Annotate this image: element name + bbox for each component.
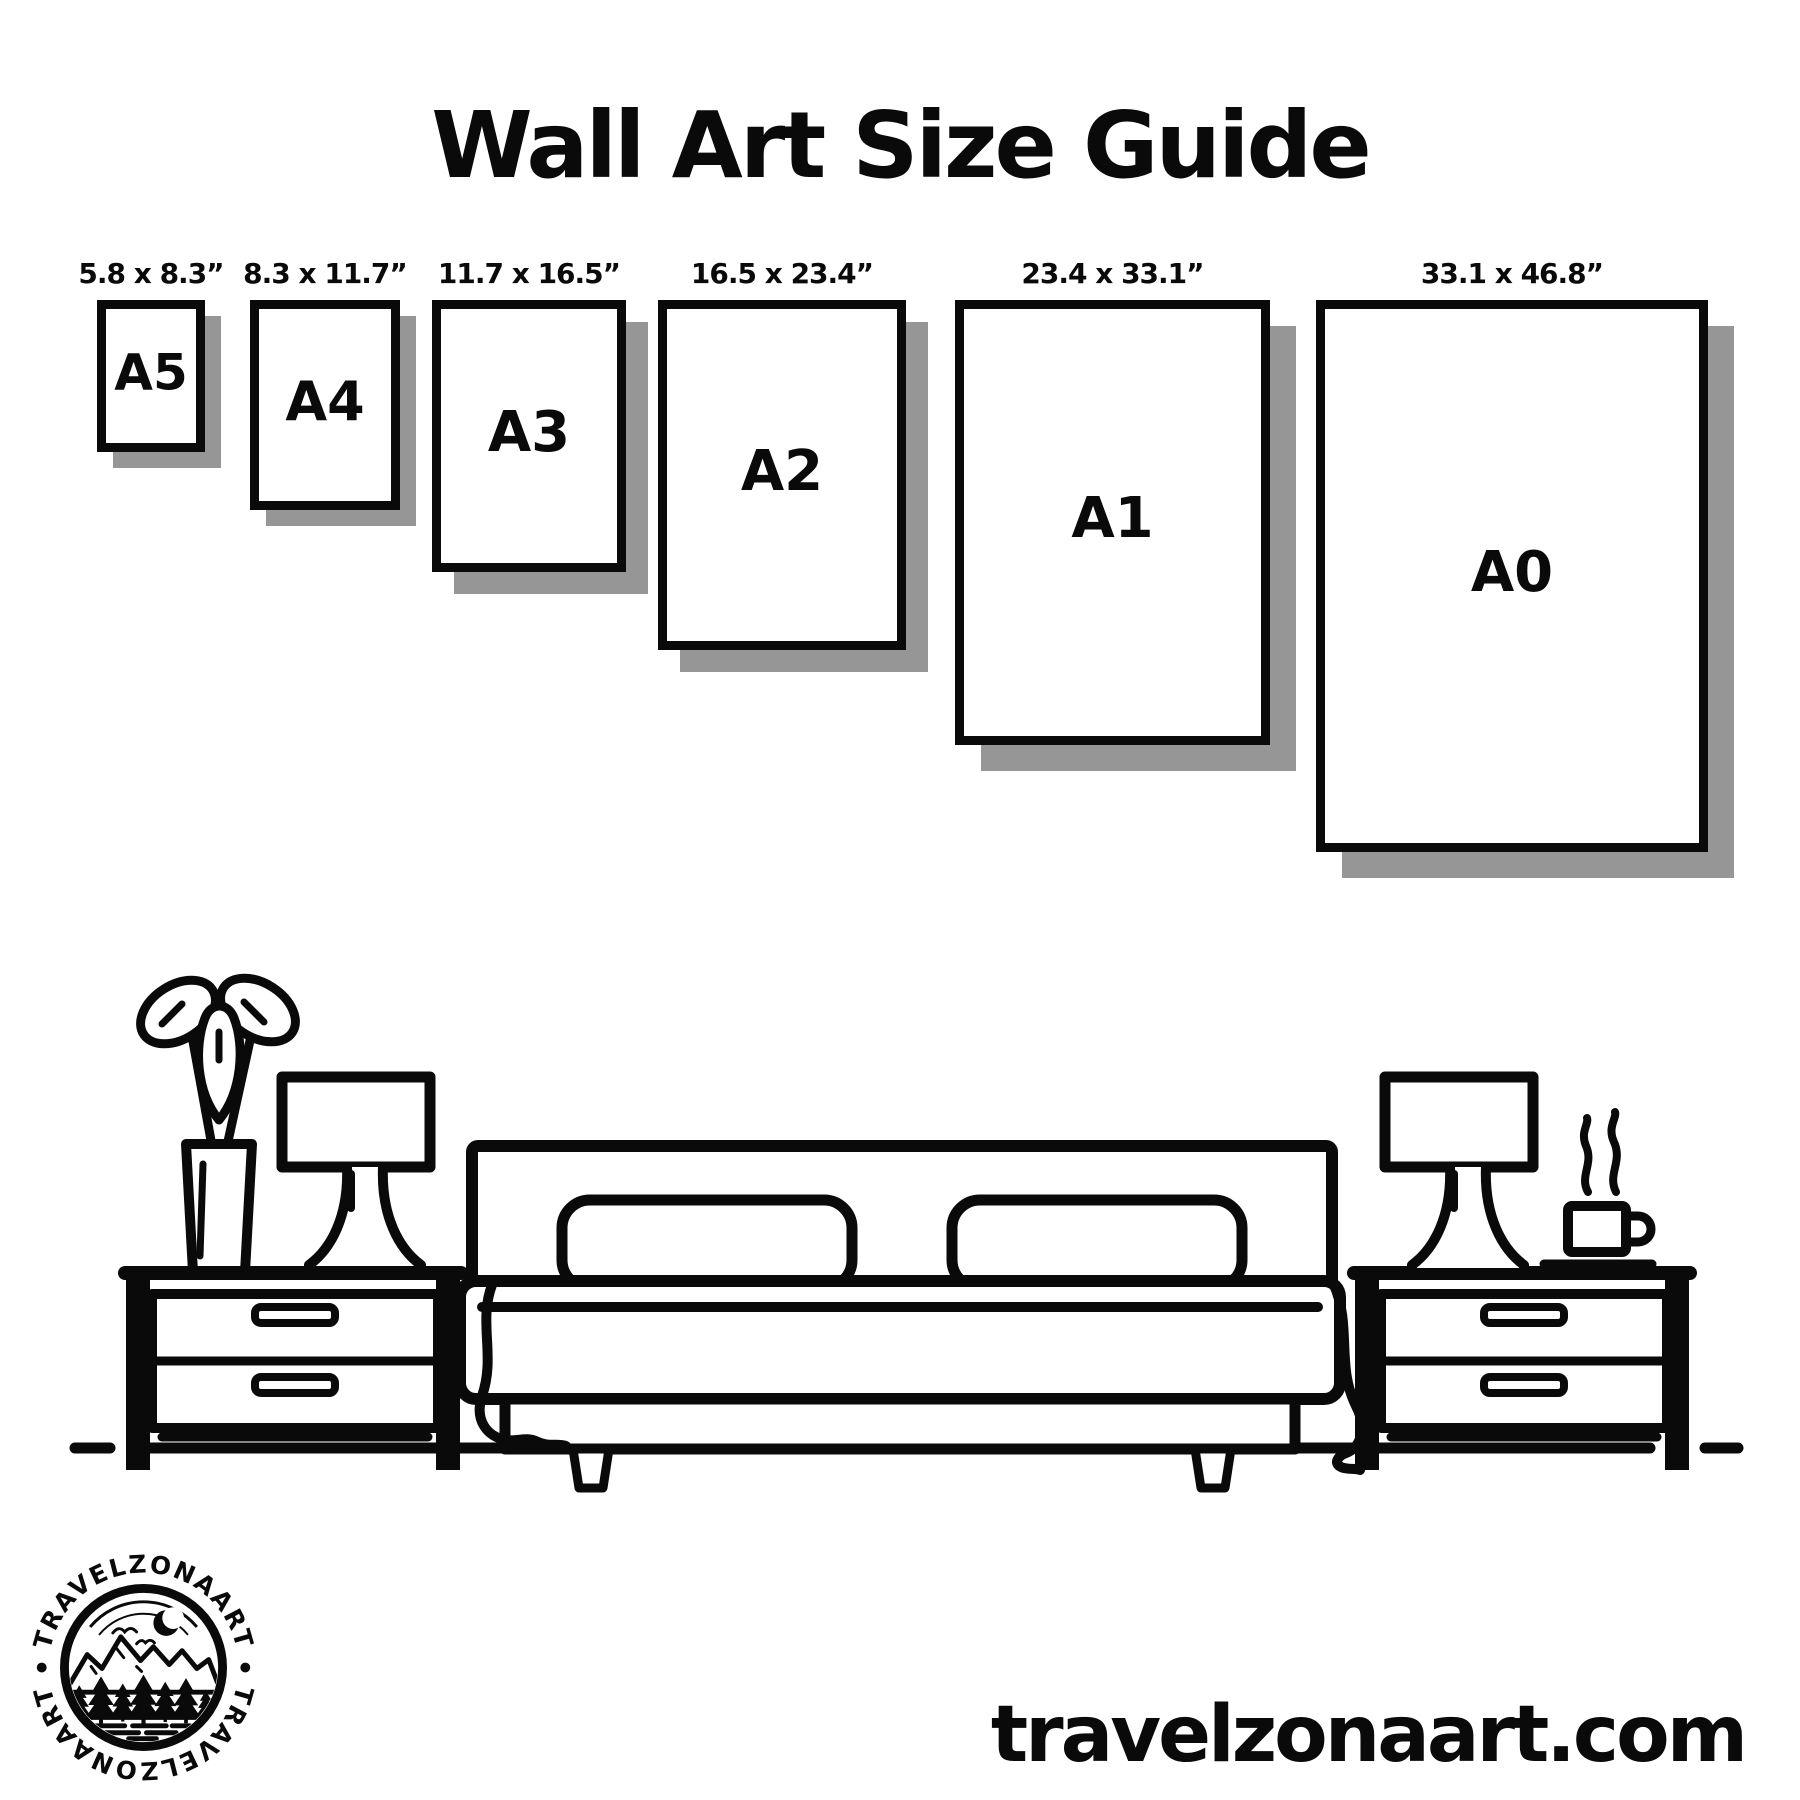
- size-frame-a4: [243, 257, 407, 510]
- page-title: Wall Art Size Guide: [431, 92, 1369, 199]
- frame-paper: [432, 300, 626, 572]
- frame-paper: [658, 300, 906, 650]
- frame-dimensions-label: 8.3 x 11.7”: [243, 257, 407, 290]
- frame-dimensions-label: 11.7 x 16.5”: [437, 257, 621, 290]
- size-frame-a2: [658, 257, 906, 650]
- frame-dimensions-label: 5.8 x 8.3”: [78, 257, 224, 290]
- nightstand-icon: [118, 1266, 468, 1470]
- logo-brand-bottom: TRAVELZONAART: [27, 1682, 260, 1786]
- bed-icon: [460, 1146, 1362, 1488]
- coffee-cup-icon: [1544, 1112, 1652, 1264]
- table-lamp-icon: [282, 1077, 430, 1273]
- frame-paper: [1316, 300, 1708, 852]
- size-frame-a0: [1316, 257, 1708, 852]
- frame-size-letter: A4: [285, 369, 365, 433]
- size-frame-a1: [955, 257, 1270, 745]
- frame-size-letter: A1: [1071, 486, 1154, 552]
- frame-size-letter: A3: [487, 399, 571, 465]
- brand-logo-badge-icon: [18, 1542, 270, 1794]
- frame-paper: [955, 300, 1270, 745]
- nightstand-icon: [1347, 1266, 1697, 1470]
- pillow-icon: [562, 1200, 852, 1288]
- size-frame-a5: [78, 257, 224, 452]
- table-lamp-icon: [1385, 1077, 1533, 1273]
- logo-brand-top: TRAVELZONAART: [27, 1549, 260, 1653]
- frame-dimensions-label: 23.4 x 33.1”: [1021, 257, 1204, 290]
- bedroom-illustration: [0, 940, 1800, 1500]
- frame-dimensions-label: 16.5 x 23.4”: [690, 257, 874, 290]
- frame-paper: [250, 300, 400, 510]
- frame-size-letter: A5: [114, 343, 188, 402]
- frame-paper: [97, 300, 205, 452]
- website-url: travelzonaart.com: [990, 1690, 1745, 1780]
- pillow-icon: [952, 1200, 1242, 1288]
- logo-bullet-left: [37, 1663, 47, 1673]
- frame-dimensions-label: 33.1 x 46.8”: [1420, 257, 1604, 290]
- logo-bullet-right: [240, 1663, 250, 1673]
- frame-size-letter: A0: [1470, 539, 1554, 605]
- size-frame-a3: [432, 257, 626, 572]
- frame-size-letter: A2: [740, 438, 824, 504]
